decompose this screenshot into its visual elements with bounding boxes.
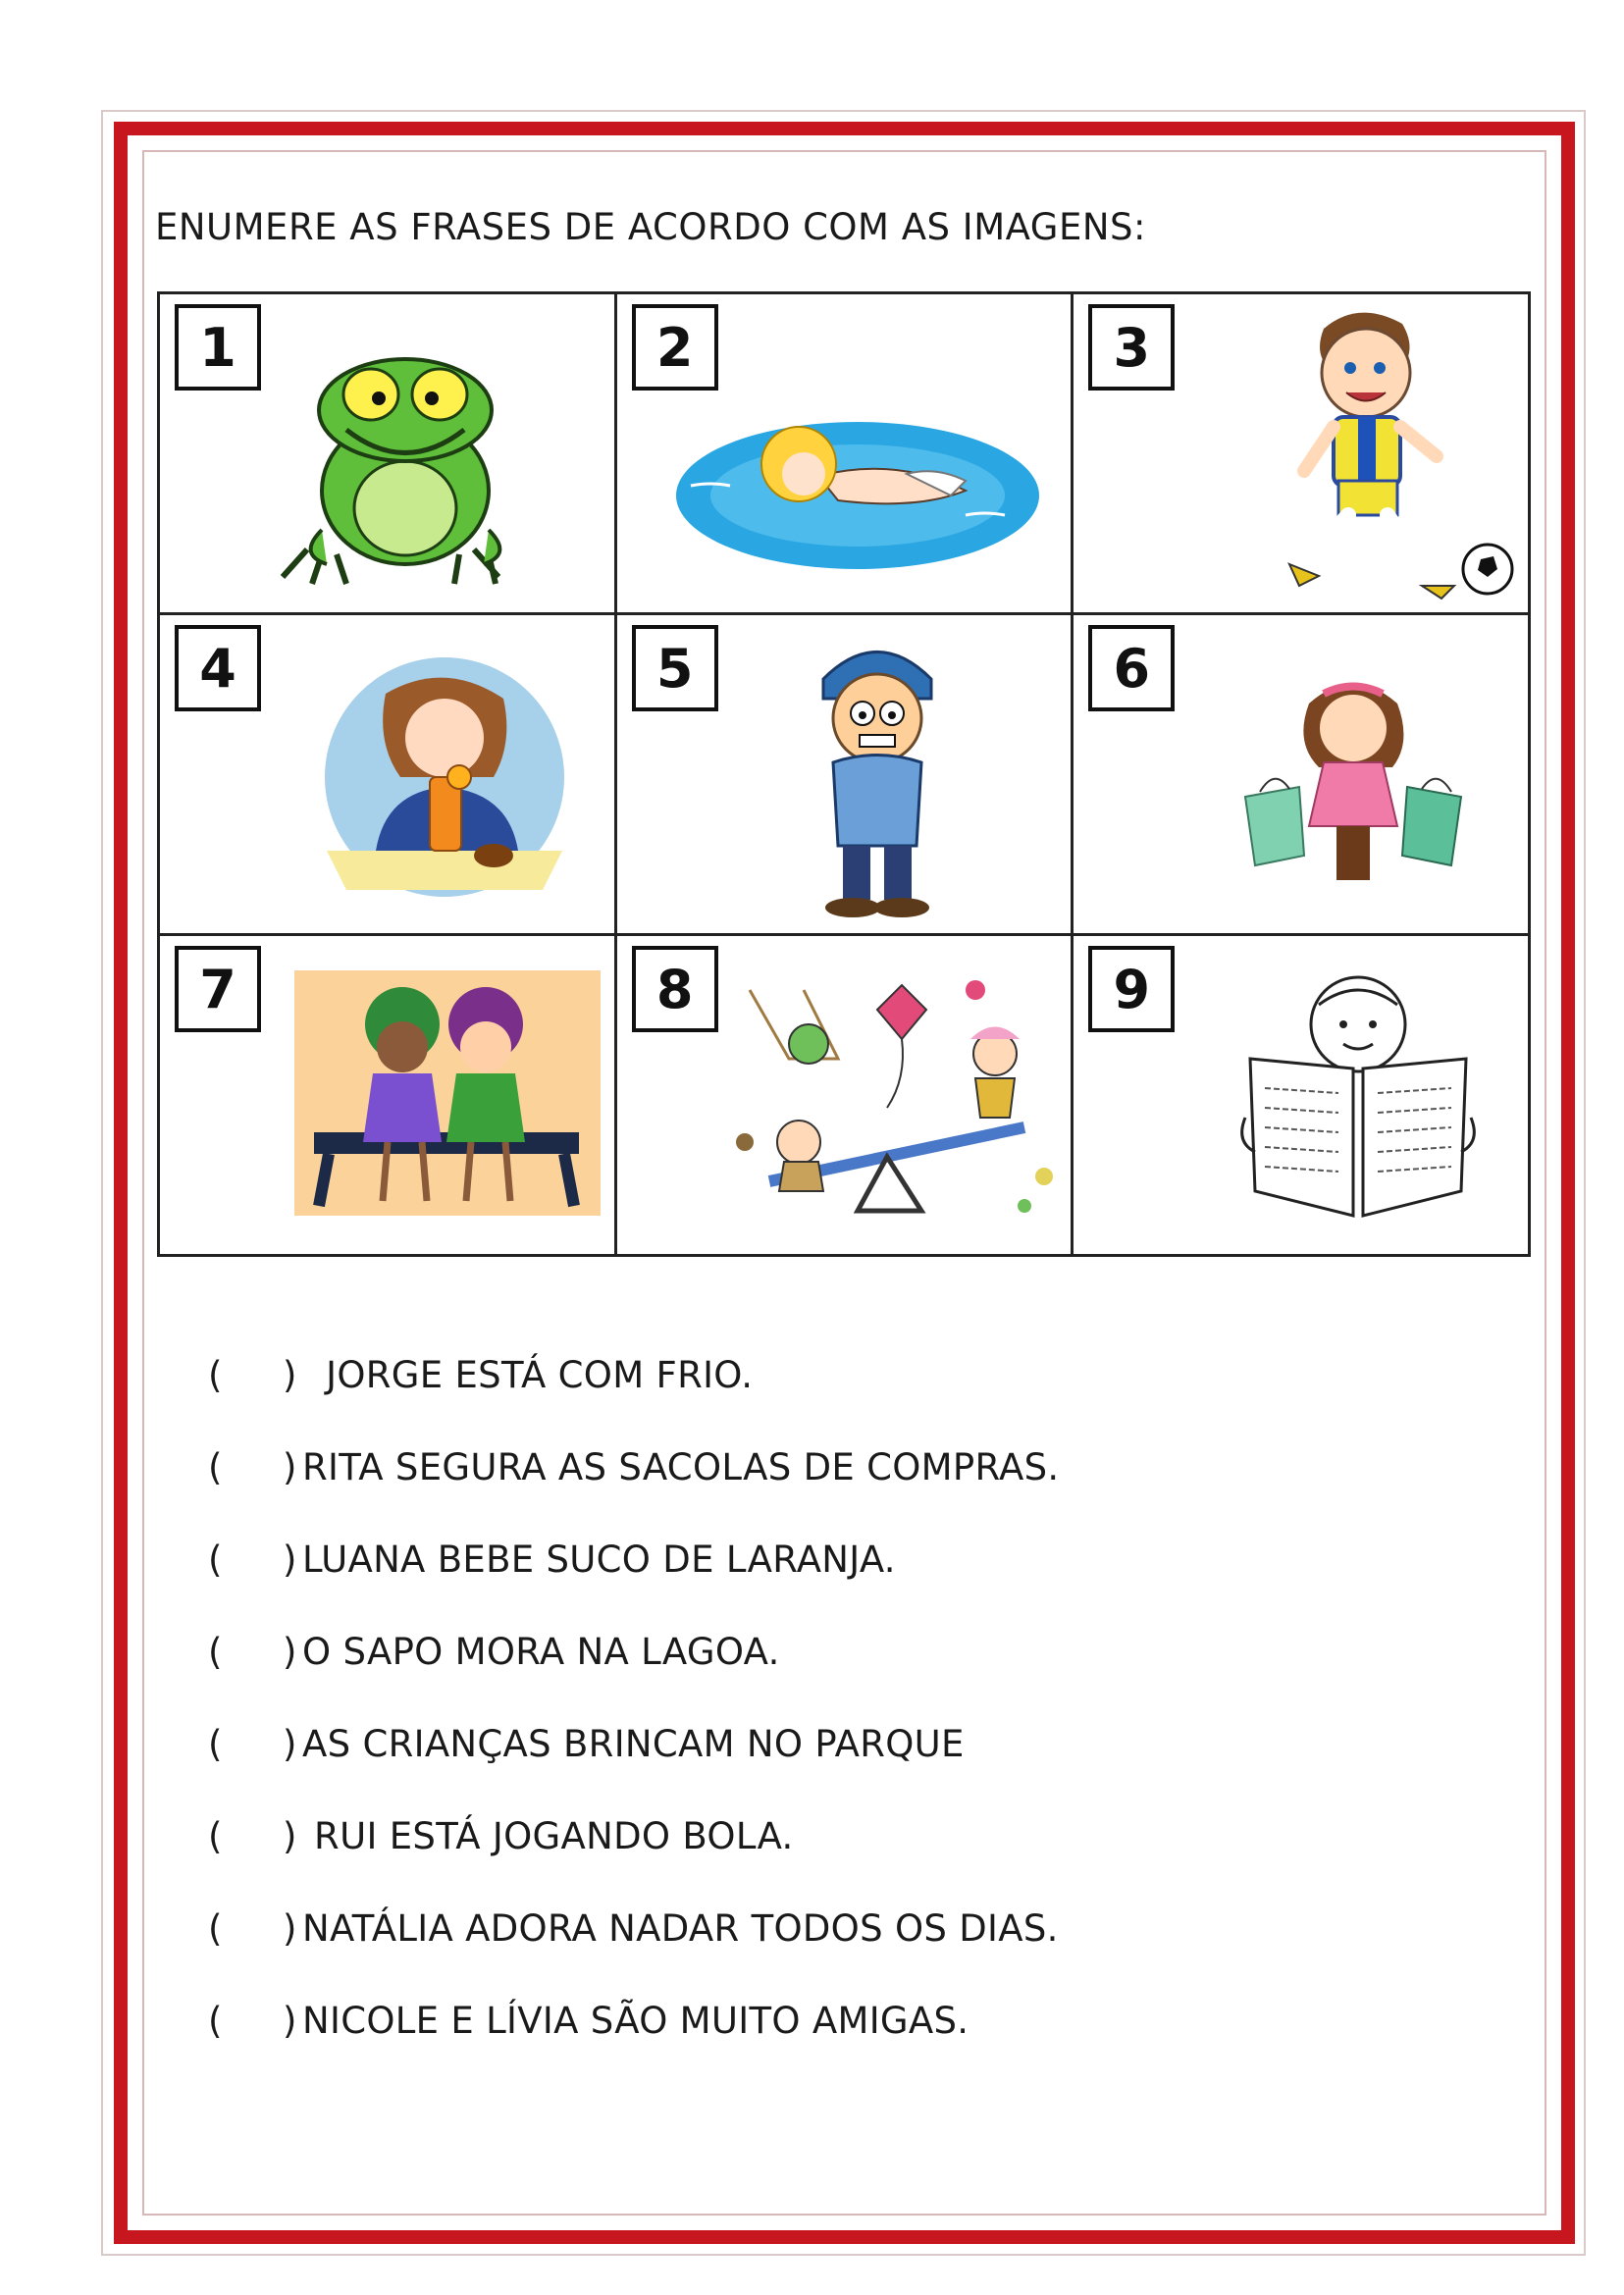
playground-icon xyxy=(730,970,1064,1235)
answer-blank-open[interactable]: ( xyxy=(208,1907,223,1950)
soccer-boy-icon xyxy=(1231,299,1525,608)
grid-cell-9 xyxy=(1073,935,1530,1256)
answer-blank-open[interactable]: ( xyxy=(208,1354,223,1396)
number-box: 7 xyxy=(175,946,261,1032)
sentence-item xyxy=(208,1723,1484,1815)
newspaper-icon xyxy=(1240,970,1476,1226)
grid-cell-1 xyxy=(159,293,616,614)
picture-grid xyxy=(157,291,1531,1257)
sentence-text: NATÁLIA ADORA NADAR TODOS OS DIAS. xyxy=(302,1907,1059,1950)
grid-cell-5 xyxy=(615,614,1073,935)
answer-blank-close: ) xyxy=(283,1539,297,1581)
swimmer-icon xyxy=(671,388,1044,584)
grid-cell-2 xyxy=(615,293,1073,614)
number-box: 4 xyxy=(175,625,261,711)
sentence-text: RITA SEGURA AS SACOLAS DE COMPRAS. xyxy=(302,1446,1060,1488)
sentence-item xyxy=(208,1446,1484,1539)
number-box: 2 xyxy=(632,304,718,391)
frog-icon xyxy=(278,343,533,589)
sentence-item xyxy=(208,1539,1484,1631)
answer-blank-open[interactable]: ( xyxy=(208,1631,223,1673)
number-box: 8 xyxy=(632,946,718,1032)
answer-blank-close: ) xyxy=(283,1907,297,1950)
grid-cell-7 xyxy=(159,935,616,1256)
answer-blank-open[interactable]: ( xyxy=(208,2000,223,2042)
answer-blank-close: ) xyxy=(283,1354,297,1396)
sentence-text: NICOLE E LÍVIA SÃO MUITO AMIGAS. xyxy=(302,2000,969,2042)
sentence-list xyxy=(208,1354,1484,2092)
cold-boy-icon xyxy=(789,625,966,924)
sentence-text: LUANA BEBE SUCO DE LARANJA. xyxy=(302,1539,896,1581)
grid-cell-6 xyxy=(1073,614,1530,935)
answer-blank-close: ) xyxy=(283,1723,297,1765)
sentence-item xyxy=(208,1354,1484,1446)
two-friends-icon xyxy=(294,970,601,1216)
page-title: ENUMERE AS FRASES DE ACORDO COM AS IMAGENS: xyxy=(155,206,1146,248)
number-box: 1 xyxy=(175,304,261,391)
shopping-girl-icon xyxy=(1231,669,1486,895)
grid-cell-8 xyxy=(615,935,1073,1256)
answer-blank-open[interactable]: ( xyxy=(208,1539,223,1581)
answer-blank-open[interactable]: ( xyxy=(208,1446,223,1488)
number-box: 9 xyxy=(1088,946,1175,1032)
sentence-item xyxy=(208,1631,1484,1723)
grid-cell-3 xyxy=(1073,293,1530,614)
number-box: 3 xyxy=(1088,304,1175,391)
answer-blank-open[interactable]: ( xyxy=(208,1723,223,1765)
answer-blank-close: ) xyxy=(283,2000,297,2042)
answer-blank-open[interactable]: ( xyxy=(208,1815,223,1857)
sentence-text: JORGE ESTÁ COM FRIO. xyxy=(302,1354,754,1396)
sentence-item xyxy=(208,1907,1484,2000)
sentence-item xyxy=(208,1815,1484,1907)
sentence-text: RUI ESTÁ JOGANDO BOLA. xyxy=(302,1815,794,1857)
answer-blank-close: ) xyxy=(283,1446,297,1488)
grid-cell-4 xyxy=(159,614,616,935)
juice-girl-icon xyxy=(317,654,572,900)
answer-blank-close: ) xyxy=(283,1815,297,1857)
sentence-text: AS CRIANÇAS BRINCAM NO PARQUE xyxy=(302,1723,965,1765)
sentence-text: O SAPO MORA NA LAGOA. xyxy=(302,1631,780,1673)
number-box: 5 xyxy=(632,625,718,711)
sentence-item xyxy=(208,2000,1484,2092)
number-box: 6 xyxy=(1088,625,1175,711)
answer-blank-close: ) xyxy=(283,1631,297,1673)
